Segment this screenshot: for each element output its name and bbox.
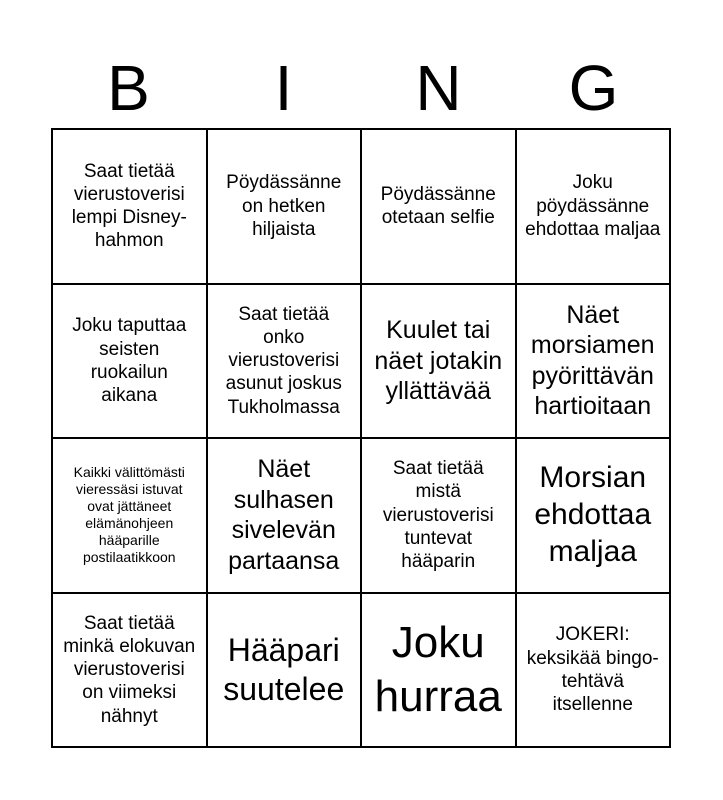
bingo-cell[interactable]: Näet sulhasen sivelevän partaansa xyxy=(207,438,362,593)
bingo-header xyxy=(51,48,671,128)
bingo-cell[interactable]: Saat tietää mistä vierustoverisi tuntevat hääparin xyxy=(361,438,516,593)
bingo-cell[interactable]: Saat tietää onko vierustoverisi asunut joskus Tukholmassa xyxy=(207,284,362,439)
bingo-cell[interactable]: Pöydässänne on hetken hiljaista xyxy=(207,129,362,284)
bingo-cell[interactable]: Kaikki välittömästi vieressäsi istuvat ovat jättäneet elämänohjeen hääparille postilaatikkoon xyxy=(52,438,207,593)
bingo-cell[interactable]: Näet morsiamen pyörittävän hartioitaan xyxy=(516,284,671,439)
header-letter-n: N xyxy=(415,52,462,124)
bingo-cell[interactable]: Saat tietää vierustoverisi lempi Disney-hahmon xyxy=(52,129,207,284)
bingo-cell[interactable]: Joku pöydässänne ehdottaa maljaa xyxy=(516,129,671,284)
header-letter-i: I xyxy=(274,52,293,124)
header-letter-b: B xyxy=(107,52,150,124)
bingo-grid xyxy=(51,128,671,748)
bingo-cell[interactable]: Pöydässänne otetaan selfie xyxy=(361,129,516,284)
bingo-cell[interactable]: Joku hurraa xyxy=(361,593,516,748)
bingo-cell[interactable]: Morsian ehdottaa maljaa xyxy=(516,438,671,593)
bingo-cell[interactable]: JOKERI: keksikää bingo-tehtävä itsellenne xyxy=(516,593,671,748)
header-letter-g: G xyxy=(568,52,619,124)
bingo-cell[interactable]: Joku taputtaa seisten ruokailun aikana xyxy=(52,284,207,439)
bingo-cell[interactable]: Hääpari suutelee xyxy=(207,593,362,748)
bingo-cell[interactable]: Kuulet tai näet jotakin yllättävää xyxy=(361,284,516,439)
bingo-cell[interactable]: Saat tietää minkä elokuvan vierustoverisi on viimeksi nähnyt xyxy=(52,593,207,748)
